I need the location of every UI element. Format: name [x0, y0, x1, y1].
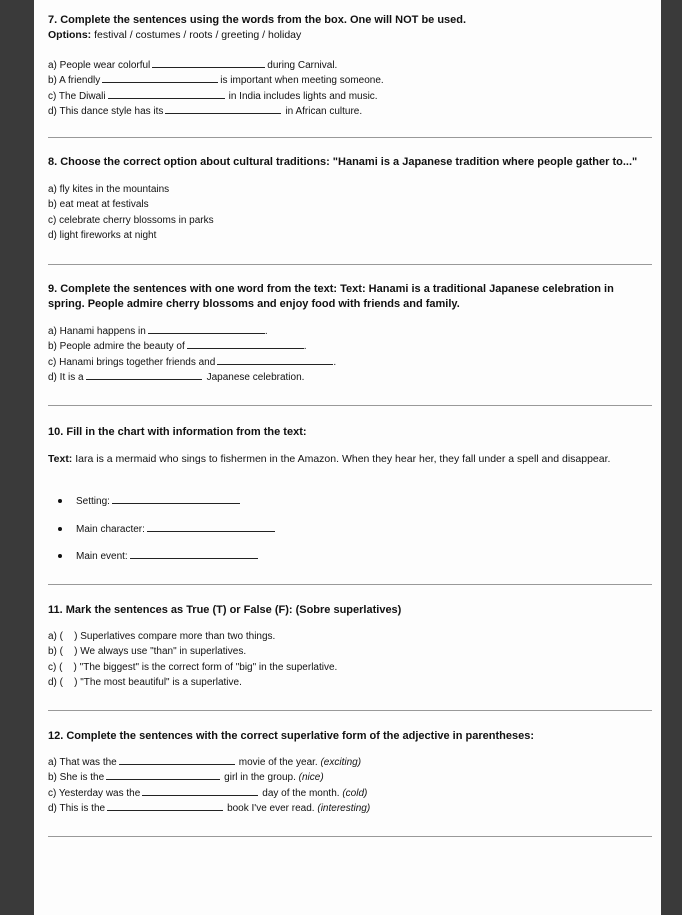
answer-blank[interactable]: [130, 549, 258, 559]
bullet-setting: Setting:: [58, 494, 240, 507]
answer-blank[interactable]: [165, 104, 281, 114]
question-10: [48, 425, 648, 440]
option-item[interactable]: d) light fireworks at night: [48, 229, 157, 241]
question-12-items: [48, 755, 648, 816]
bullet-main-event: Main event:: [58, 549, 258, 562]
answer-blank[interactable]: [119, 755, 235, 765]
list-item: b) People admire the beauty of .: [48, 341, 307, 353]
list-item: b) A friendly is important when meeting someone.: [48, 75, 384, 87]
divider: [48, 405, 652, 406]
list-item: a) People wear colorful during Carnival.: [48, 60, 338, 71]
answer-blank[interactable]: [106, 770, 220, 780]
list-item: d) It is a Japanese celebration.: [48, 371, 305, 383]
list-item: c) Hanami brings together friends and .: [48, 356, 337, 368]
divider: [48, 137, 652, 138]
answer-blank[interactable]: [187, 339, 304, 349]
list-item: c) The Diwali in India includes lights and music.: [48, 90, 378, 102]
true-false-item[interactable]: d) ( ) "The most beautiful" is a superlative.: [48, 676, 242, 688]
answer-blank[interactable]: [102, 73, 218, 83]
question-11-title: 11. Mark the sentences as True (T) or False (F): (Sobre superlatives): [48, 604, 402, 616]
option-item[interactable]: b) eat meat at festivals: [48, 199, 149, 211]
answer-blank[interactable]: [142, 786, 258, 796]
question-9: [48, 282, 652, 312]
option-item[interactable]: c) celebrate cherry blossoms in parks: [48, 214, 214, 226]
question-7-title: 7. Complete the sentences using the words from the box. One will NOT be used.: [48, 14, 467, 26]
answer-blank[interactable]: [112, 494, 240, 504]
list-item: d) This dance style has its in African culture.: [48, 105, 363, 117]
answer-blank[interactable]: [108, 89, 225, 99]
list-item: a) Hanami happens in .: [48, 326, 268, 337]
divider: [48, 264, 652, 265]
answer-blank[interactable]: [86, 370, 202, 380]
answer-blank[interactable]: [147, 522, 275, 532]
option-item[interactable]: a) fly kites in the mountains: [48, 184, 170, 195]
divider: [48, 584, 652, 585]
question-9-items: [48, 324, 648, 385]
divider: [48, 836, 652, 837]
question-12-title: 12. Complete the sentences with the correct superlative form of the adjective in parentheses:: [48, 730, 534, 742]
list-item: b) She is the girl in the group. (nice): [48, 772, 324, 784]
divider: [48, 710, 652, 711]
question-10-title: 10. Fill in the chart with information from the text:: [48, 426, 307, 438]
question-7-items: [48, 58, 648, 119]
question-8-title: 8. Choose the correct option about cultural traditions: "Hanami is a Japanese tradition where people gather to...": [48, 156, 638, 168]
true-false-item[interactable]: b) ( ) We always use "than" in superlatives.: [48, 646, 247, 658]
list-item: a) That was the movie of the year. (exciting): [48, 757, 362, 768]
answer-blank[interactable]: [148, 324, 265, 334]
question-12: [48, 729, 648, 744]
list-item: d) This is the book I've ever read. (interesting): [48, 802, 371, 814]
bullet-icon: [58, 554, 62, 558]
bullet-icon: [58, 527, 62, 531]
question-7: [48, 13, 648, 43]
question-9-title: 9. Complete the sentences with one word from the text: Text: Hanami is a traditional Japanese celebration in spring. People admire cherry blossoms and enjoy food with friends and family.: [48, 283, 614, 310]
question-7-options: Options: festival / costumes / roots / greeting / holiday: [48, 29, 302, 41]
answer-blank[interactable]: [152, 58, 265, 68]
answer-blank[interactable]: [217, 355, 333, 365]
answer-blank[interactable]: [107, 801, 223, 811]
true-false-item[interactable]: a) ( ) Superlatives compare more than two things.: [48, 631, 276, 642]
bullet-icon: [58, 499, 62, 503]
worksheet-page: [34, 0, 661, 915]
list-item: c) Yesterday was the day of the month. (cold): [48, 787, 368, 799]
question-8-options: [48, 182, 648, 243]
question-11-items: [48, 629, 648, 690]
question-10-text: Text: Iara is a mermaid who sings to fishermen in the Amazon. When they hear her, they fall under a spell and disappear.: [48, 453, 611, 465]
true-false-item[interactable]: c) ( ) "The biggest" is the correct form of "big" in the superlative.: [48, 661, 338, 673]
question-11: [48, 603, 648, 618]
bullet-main-character: Main character:: [58, 522, 275, 535]
question-8: [48, 155, 648, 170]
